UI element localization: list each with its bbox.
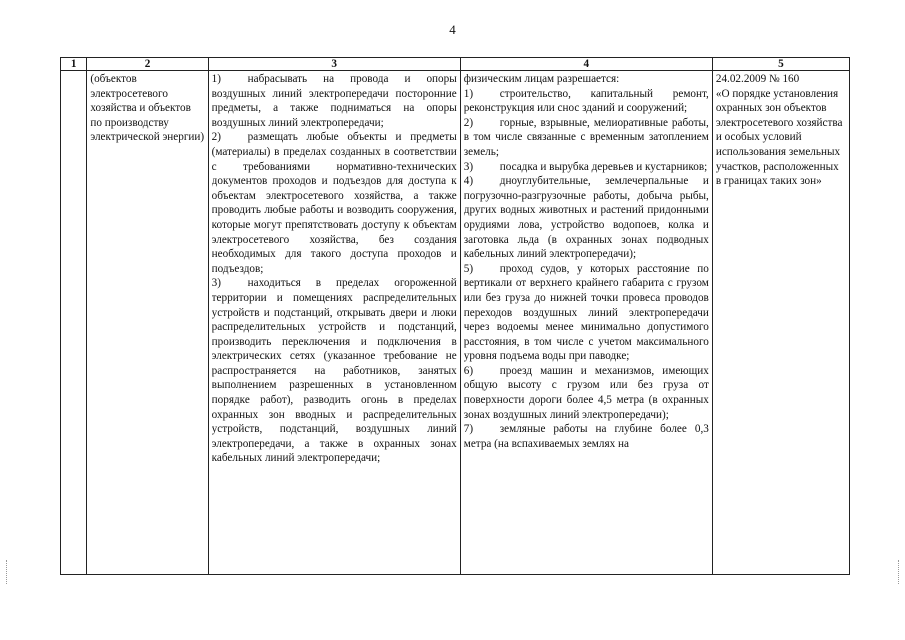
regulation-table	[60, 57, 850, 575]
list-item: 3) находиться в пределах огороженной территории и помещениях распределительных устройств и подстанций, открывать двери и люки распределительных устройств и подстанций, производить переключения и подключения в электрических сетях (указанное требование не распространяется на работников, занятых выполнением разрешенных в установленном порядке работ), разводить огонь в пределах охранных зон вводных и распределительных устройств, подстанций, воздушных линий электропередачи, а также в охранных зонах кабельных линий электропередачи;	[211, 277, 457, 465]
list-item: 6) проезд машин и механизмов, имеющих общую высоту с грузом или без груза от поверхности дороги более 4,5 метра (в охранных зонах воздушных линий электропередачи);	[463, 364, 709, 421]
header-col-5: 5	[712, 58, 849, 71]
table-row	[61, 71, 850, 575]
header-col-1: 1	[61, 58, 87, 71]
page-number: 4	[449, 22, 456, 37]
cell-col-3	[208, 71, 460, 575]
cell-col-4	[460, 71, 712, 575]
list-item: 1) строительство, капитальный ремонт, реконструкция или снос зданий и сооружений;	[463, 87, 709, 115]
table-header-row	[61, 58, 850, 71]
header-col-4: 4	[460, 58, 712, 71]
cell-col-1	[61, 71, 87, 575]
cell-col-5	[712, 71, 849, 575]
header-col-2: 2	[87, 58, 208, 71]
list-item: 1) набрасывать на провода и опоры воздушных линий электропередачи посторонние предметы, а также подниматься на опоры воздушных линий электропередачи;	[211, 73, 457, 129]
list-item: 4) дноуглубительные, землечерпальные и погрузочно-разгрузочные работы, добыча рыбы, других водных животных и растений придонными орудиями лова, устройство водопоев, колка и заготовка льда (в охранных зонах подводных кабельных линий электропередачи);	[463, 175, 709, 261]
list-intro: физическим лицам разрешается:	[463, 73, 620, 85]
scan-edge-mark-left	[6, 560, 9, 584]
cell-col-2	[87, 71, 208, 575]
list-item: 2) размещать любые объекты и предметы (материалы) в пределах созданных в соответствии с требованиями нормативно-технических документов проходов и подъездов для доступа к объектам электросетевого хозяйства, а также проводить любые работы и возводить сооружения, которые могут препятствовать доступу к объектам электросетевого хозяйства, без создания необходимых для такого доступа проходов и подъездов;	[211, 131, 457, 275]
header-col-3: 3	[208, 58, 460, 71]
list-item: 3) посадка и вырубка деревьев и кустарников;	[463, 160, 708, 173]
document-title: «О порядке установления охранных зон объектов электросетевого хозяйства и особых условий использования земельных участков, расположенных в границах таких зон»	[715, 87, 843, 188]
scan-edge-mark-right	[898, 560, 901, 584]
list-item: 7) земляные работы на глубине более 0,3 метра (на вспахиваемых землях на	[463, 423, 709, 450]
list-item: 5) проход судов, у которых расстояние по вертикали от верхнего крайнего габарита с грузом или без груза до нижней точки провеса проводов переходов воздушных линий электропередачи через водоемы менее минимально допустимого расстояния, в том числе с учетом максимального уровня подъема воды при паводке;	[463, 262, 709, 363]
list-item: 2) горные, взрывные, мелиоративные работы, в том числе связанные с временным затоплением земель;	[463, 116, 709, 158]
document-date-number: 24.02.2009 № 160	[715, 73, 800, 85]
cell-col-2-text: (объектов электросетевого хозяйства и объектов по производству электрической энергии)	[90, 73, 205, 144]
